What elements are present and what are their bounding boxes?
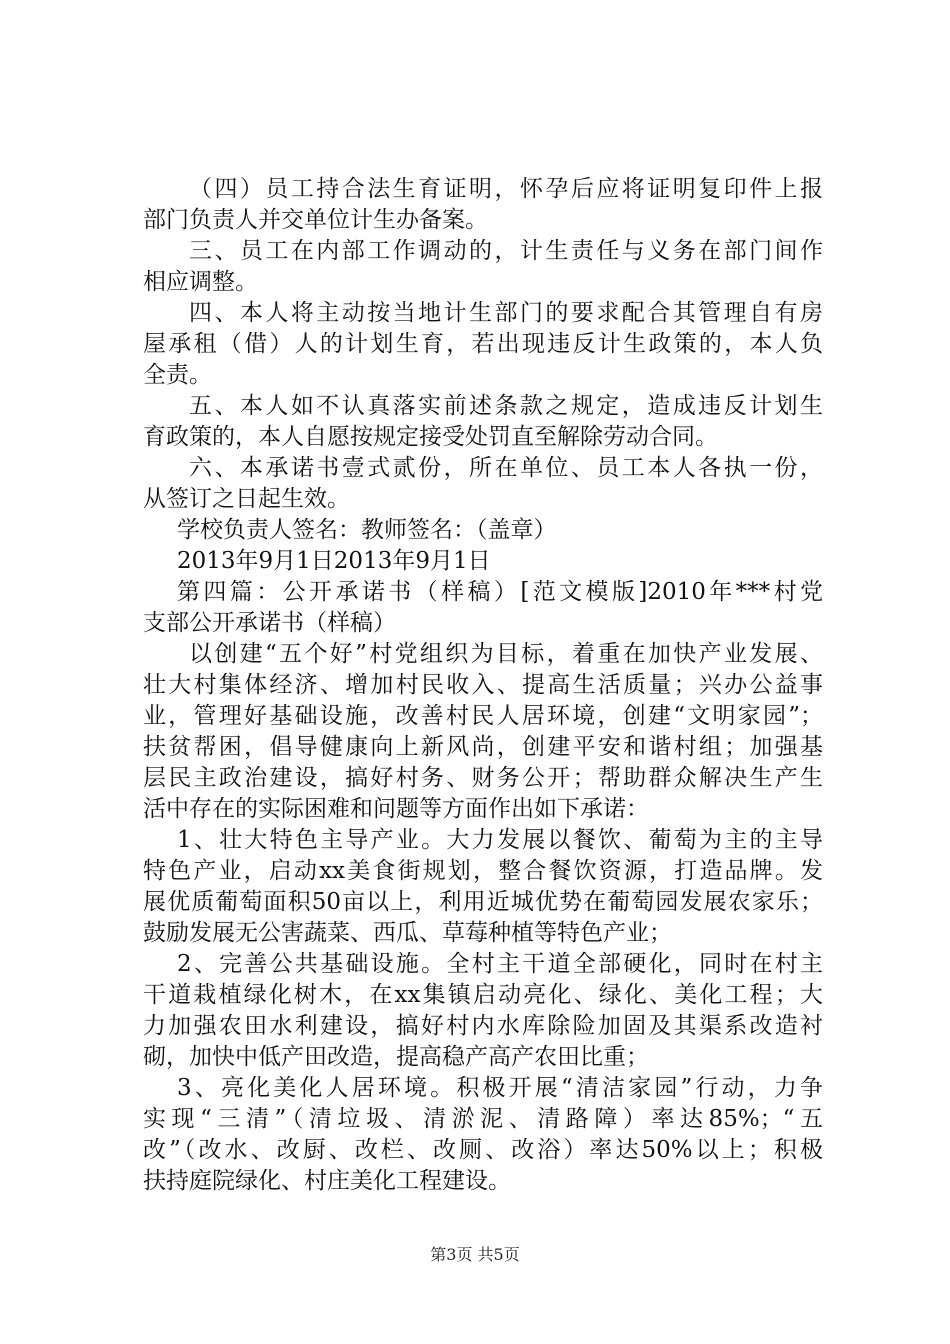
text-line: 部门负责人并交单位计生办备案。 [143, 207, 488, 233]
text-line: 3、亮化美化人居环境。积极开展“清洁家园”行动，力争 [177, 1075, 823, 1101]
text-line: 以创建“五个好”村党组织为目标，着重在加快产业发展、 [189, 641, 823, 667]
text-line: （四）员工持合法生育证明，怀孕后应将证明复印件上报 [189, 176, 823, 202]
text-line: 业，管理好基础设施，改善村民人居环境，创建“文明家园”； [143, 703, 823, 729]
text-line: 层民主政治建设，搞好村务、财务公开；帮助群众解决生产生 [143, 765, 823, 791]
text-line: 壮大村集体经济、增加村民收入、提高生活质量；兴办公益事 [143, 672, 823, 698]
text-line: 四、本人将主动按当地计生部门的要求配合其管理自有房 [189, 300, 823, 326]
text-line: 三、员工在内部工作调动的，计生责任与义务在部门间作 [189, 238, 823, 264]
text-line: 2、完善公共基础设施。全村主干道全部硬化，同时在村主 [177, 951, 823, 977]
text-line: 2013年9月1日2013年9月1日 [177, 548, 491, 574]
text-line: 学校负责人签名：教师签名：（盖章） [177, 517, 557, 543]
text-line: 展优质葡萄面积50亩以上，利用近城优势在葡萄园发展农家乐； [143, 889, 823, 915]
text-line: 支部公开承诺书（样稿） [143, 610, 396, 636]
text-line: 六、本承诺书壹式贰份，所在单位、员工本人各执一份， [189, 455, 823, 481]
text-line: 相应调整。 [143, 269, 258, 295]
text-line: 砌，加快中低产田改造，提高稳产高产农田比重； [143, 1044, 649, 1070]
text-line: 1、壮大特色主导产业。大力发展以餐饮、葡萄为主的主导 [177, 827, 823, 853]
text-line: 第四篇：公开承诺书（样稿）[范文模版]2010年***村党 [177, 579, 823, 605]
text-line: 力加强农田水利建设，搞好村内水库除险加固及其渠系改造衬 [143, 1013, 823, 1039]
text-line: 干道栽植绿化树木，在xx集镇启动亮化、绿化、美化工程；大 [143, 982, 823, 1008]
text-line: 实现“三清”（清垃圾、清淤泥、清路障）率达85%；“五 [143, 1106, 823, 1132]
document-body [143, 174, 823, 1197]
text-line: 扶持庭院绿化、村庄美化工程建设。 [143, 1168, 511, 1194]
text-line: 从签订之日起生效。 [143, 486, 350, 512]
text-line: 活中存在的实际困难和问题等方面作出如下承诺： [143, 796, 649, 822]
text-line: 五、本人如不认真落实前述条款之规定，造成违反计划生 [189, 393, 823, 419]
text-line: 育政策的，本人自愿按规定接受处罚直至解除劳动合同。 [143, 424, 718, 450]
text-line: 鼓励发展无公害蔬菜、西瓜、草莓种植等特色产业； [143, 920, 672, 946]
text-line: 扶贫帮困，倡导健康向上新风尚，创建平安和谐村组；加强基 [143, 734, 823, 760]
text-line: 特色产业，启动xx美食街规划，整合餐饮资源，打造品牌。发 [143, 858, 823, 884]
page-footer: 第3页 共5页 [430, 1245, 520, 1264]
text-line: 屋承租（借）人的计划生育，若出现违反计生政策的，本人负 [143, 331, 823, 357]
text-line: 改”（改水、改厨、改栏、改厕、改浴）率达50%以上；积极 [143, 1137, 823, 1163]
text-line: 全责。 [143, 362, 212, 388]
